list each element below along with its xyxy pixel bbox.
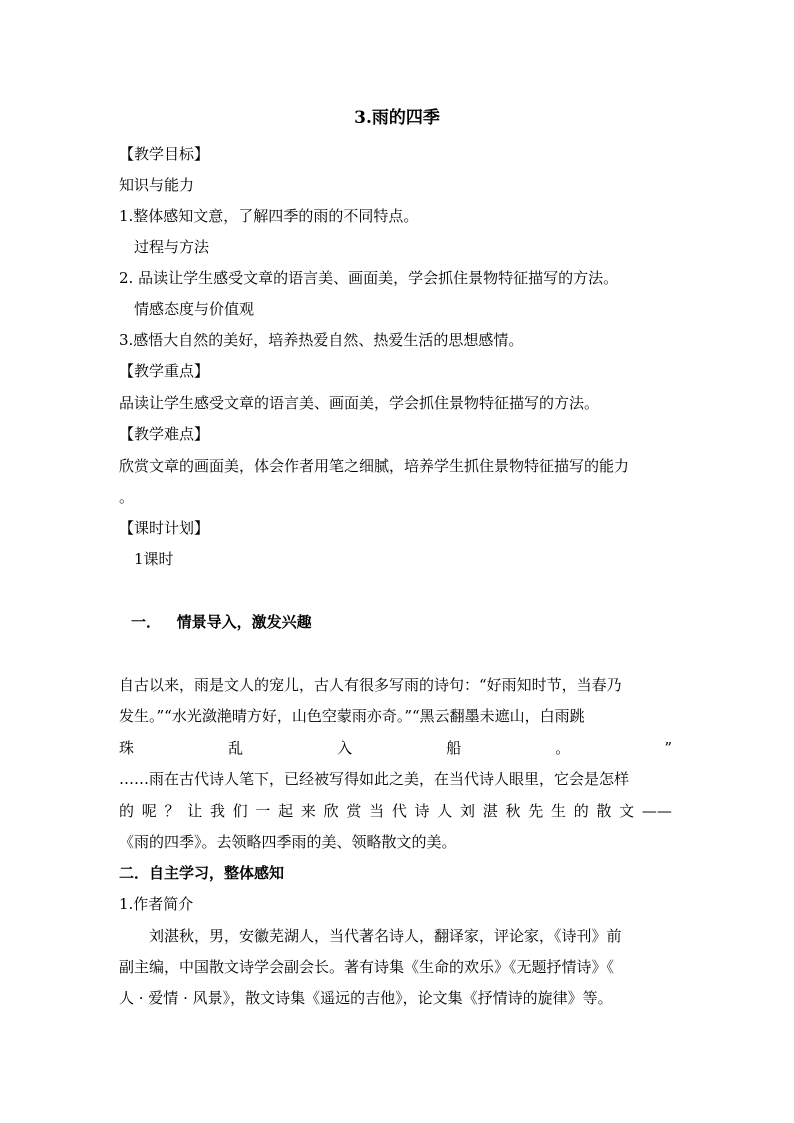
intro-line-5-char: 来 xyxy=(300,802,316,820)
intro-line-4: ……雨在古代诗人笔下，已经被写得如此之美，在当代诗人眼里，它会是怎样 xyxy=(119,770,630,788)
intro-line-5-char: 湛 xyxy=(482,802,498,820)
intro-line-5-char: 当 xyxy=(369,802,385,820)
knowledge-heading: 知识与能力 xyxy=(119,176,195,194)
intro-line-5-char: 起 xyxy=(278,802,294,820)
intro-line-5-char: 们 xyxy=(232,802,248,820)
intro-line-5-char: 赏 xyxy=(346,802,362,820)
difficulties-line-1: 欣赏文章的画面美，体会作者用笔之细腻，培养学生抓住景物特征描写的能力 xyxy=(119,457,630,475)
intro-line-5-char: 呢 xyxy=(141,802,157,820)
intro-line-5-char: 秋 xyxy=(505,802,521,820)
intro-line-1: 自古以来，雨是文人的宠儿，古人有很多写雨的诗句：“好雨知时节，当春乃 xyxy=(119,676,622,694)
intro-line-5-char: ？ xyxy=(164,802,180,820)
author-line-2: 副主编，中国散文诗学会副会长。著有诗集《生命的欢乐》《无题抒情诗》《 xyxy=(119,958,615,976)
intro-line-5-char: 的 xyxy=(573,802,589,820)
intro-line-3-char: 。 xyxy=(555,739,571,757)
intro-line-5-char: —— xyxy=(641,802,672,820)
intro-line-3 xyxy=(119,738,672,758)
objectives-heading: 【教学目标】 xyxy=(119,145,210,163)
objective-1: 1.整体感知文意，了解四季的雨的不同特点。 xyxy=(119,207,419,225)
difficulties-heading: 【教学难点】 xyxy=(119,425,210,443)
author-heading: 1.作者简介 xyxy=(119,895,194,913)
document-title: 3.雨的四季 xyxy=(354,108,440,128)
key-points-heading: 【教学重点】 xyxy=(119,362,210,380)
intro-line-3-char: 入 xyxy=(337,739,353,757)
difficulties-line-2: 。 xyxy=(119,488,135,506)
section-1-heading: 一． 情景导入，激发兴趣 xyxy=(131,613,312,631)
intro-line-5-char: 生 xyxy=(550,802,566,820)
intro-line-5-char: 我 xyxy=(209,802,225,820)
objective-2: 2. 品读让学生感受文章的语言美、画面美，学会抓住景物特征描写的方法。 xyxy=(119,269,619,287)
process-heading: 过程与方法 xyxy=(134,238,210,256)
intro-line-5 xyxy=(119,801,672,821)
author-line-3: 人 · 爱情 · 风景》，散文诗集《遥远的吉他》，论文集《抒情诗的旋律》等。 xyxy=(119,989,613,1007)
author-line-1: 刘湛秋，男，安徽芜湖人，当代著名诗人，翻译家，评论家，《诗刊》前 xyxy=(149,927,622,945)
intro-line-6: 《雨的四季》。去领略四季雨的美、领略散文的美。 xyxy=(119,833,457,851)
intro-line-5-char: 的 xyxy=(119,802,135,820)
intro-line-5-char: 代 xyxy=(391,802,407,820)
intro-line-3-char: 乱 xyxy=(228,739,244,757)
section-2-heading: 二．自主学习，整体感知 xyxy=(119,864,285,882)
objective-3: 3.感悟大自然的美好，培养热爱自然、热爱生活的思想感情。 xyxy=(119,331,524,349)
intro-line-5-char: 散 xyxy=(596,802,612,820)
intro-line-5-char: 人 xyxy=(437,802,453,820)
intro-line-3-char: 船 xyxy=(446,739,462,757)
intro-line-3-char: ” xyxy=(664,739,672,757)
intro-line-5-char: 让 xyxy=(187,802,203,820)
intro-line-5-char: 文 xyxy=(619,802,635,820)
key-points-text: 品读让学生感受文章的语言美、画面美，学会抓住景物特征描写的方法。 xyxy=(119,394,600,412)
intro-line-2: 发生。”“水光潋滟晴方好，山色空蒙雨亦奇。”“黑云翻墨未遮山，白雨跳 xyxy=(119,707,585,725)
intro-line-5-char: 欣 xyxy=(323,802,339,820)
emotion-heading: 情感态度与价值观 xyxy=(134,300,255,318)
schedule-heading: 【课时计划】 xyxy=(119,519,210,537)
intro-line-5-char: 刘 xyxy=(460,802,476,820)
intro-line-5-char: 一 xyxy=(255,802,271,820)
intro-line-5-char: 先 xyxy=(528,802,544,820)
schedule-text: 1课时 xyxy=(134,550,174,568)
intro-line-3-char: 珠 xyxy=(119,739,135,757)
intro-line-5-char: 诗 xyxy=(414,802,430,820)
